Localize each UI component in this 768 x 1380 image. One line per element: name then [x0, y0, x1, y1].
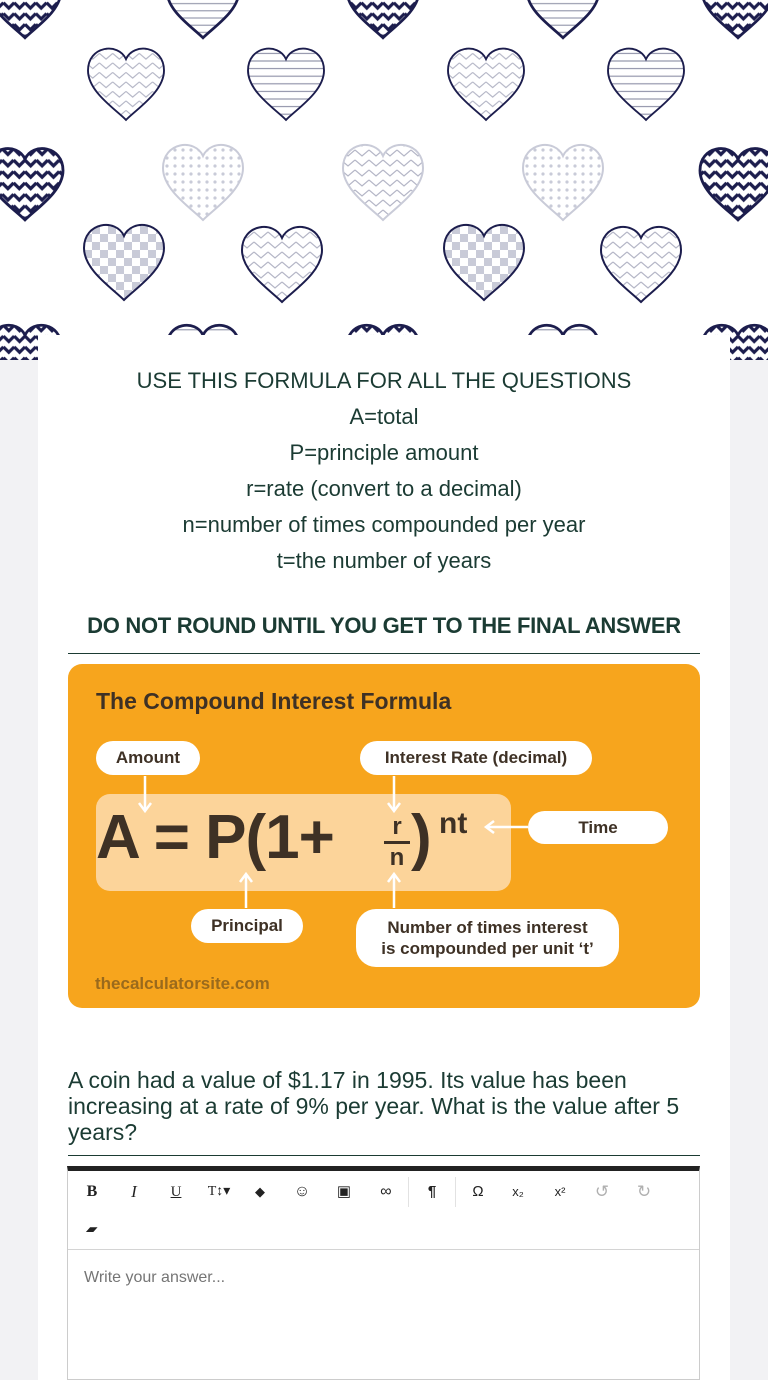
- fraction-numerator: r: [392, 813, 402, 840]
- compounding-label-line: Number of times interest: [387, 918, 588, 937]
- instruction-line: t=the number of years: [276, 548, 492, 573]
- instruction-line: USE THIS FORMULA FOR ALL THE QUESTIONS: [136, 368, 632, 393]
- special-characters-icon[interactable]: Ω: [472, 1183, 484, 1200]
- underline-button[interactable]: U: [170, 1184, 182, 1200]
- text-color-icon[interactable]: ◆: [255, 1184, 265, 1199]
- answer-input[interactable]: [84, 1269, 674, 1287]
- redo-icon[interactable]: ↻: [636, 1182, 652, 1201]
- time-label: Time: [528, 811, 668, 844]
- rounding-warning: DO NOT ROUND UNTIL YOU GET TO THE FINAL ANSWER: [87, 613, 681, 638]
- compound-interest-formula-image: [68, 664, 700, 1008]
- formula-arrows: [68, 664, 700, 1008]
- instruction-line: n=number of times compounded per year: [182, 512, 586, 537]
- fraction-denominator: n: [389, 844, 405, 871]
- toolbar-separator: [408, 1177, 409, 1207]
- formula-instructions: [38, 363, 730, 579]
- amount-label: Amount: [96, 741, 200, 775]
- interest-rate-label: Interest Rate (decimal): [360, 741, 592, 775]
- divider: [68, 1155, 700, 1156]
- instruction-line: P=principle amount: [289, 440, 479, 465]
- instruction-line: r=rate (convert to a decimal): [246, 476, 522, 501]
- worksheet-card: [38, 335, 730, 1380]
- image-icon[interactable]: ▣: [336, 1183, 352, 1200]
- undo-icon[interactable]: ↺: [594, 1182, 610, 1201]
- paragraph-direction-icon[interactable]: ¶: [427, 1183, 437, 1200]
- question-text: A coin had a value of $1.17 in 1995. Its value has been increasing at a rate of 9% per year. What is the value after 5 years?: [68, 1067, 680, 1145]
- emoji-icon[interactable]: ☺: [293, 1183, 311, 1200]
- superscript-button[interactable]: x²: [554, 1184, 566, 1199]
- decorative-heart-banner: [0, 0, 768, 360]
- heart-pattern: [0, 0, 768, 360]
- answer-editor: [67, 1166, 700, 1380]
- equation-close-paren: ): [411, 803, 432, 872]
- instruction-line: A=total: [349, 404, 419, 429]
- subscript-button[interactable]: x₂: [512, 1184, 524, 1199]
- clear-formatting-icon[interactable]: ▰: [84, 1221, 100, 1236]
- divider: [68, 653, 700, 654]
- principal-label: Principal: [191, 909, 303, 943]
- bold-button[interactable]: B: [86, 1183, 98, 1200]
- toolbar-separator: [455, 1177, 456, 1207]
- source-watermark: thecalculatorsite.com: [95, 974, 270, 993]
- compounding-label-line: is compounded per unit ‘t’: [381, 939, 594, 958]
- formula-image-title: The Compound Interest Formula: [96, 688, 452, 714]
- editor-toolbar: [68, 1171, 699, 1250]
- link-icon[interactable]: ∞: [380, 1183, 392, 1200]
- text-size-dropdown[interactable]: T↕▾: [207, 1184, 231, 1199]
- equation-left: A = P(1+: [96, 803, 334, 872]
- italic-button[interactable]: I: [131, 1182, 137, 1201]
- equation-exponent: nt: [439, 807, 468, 840]
